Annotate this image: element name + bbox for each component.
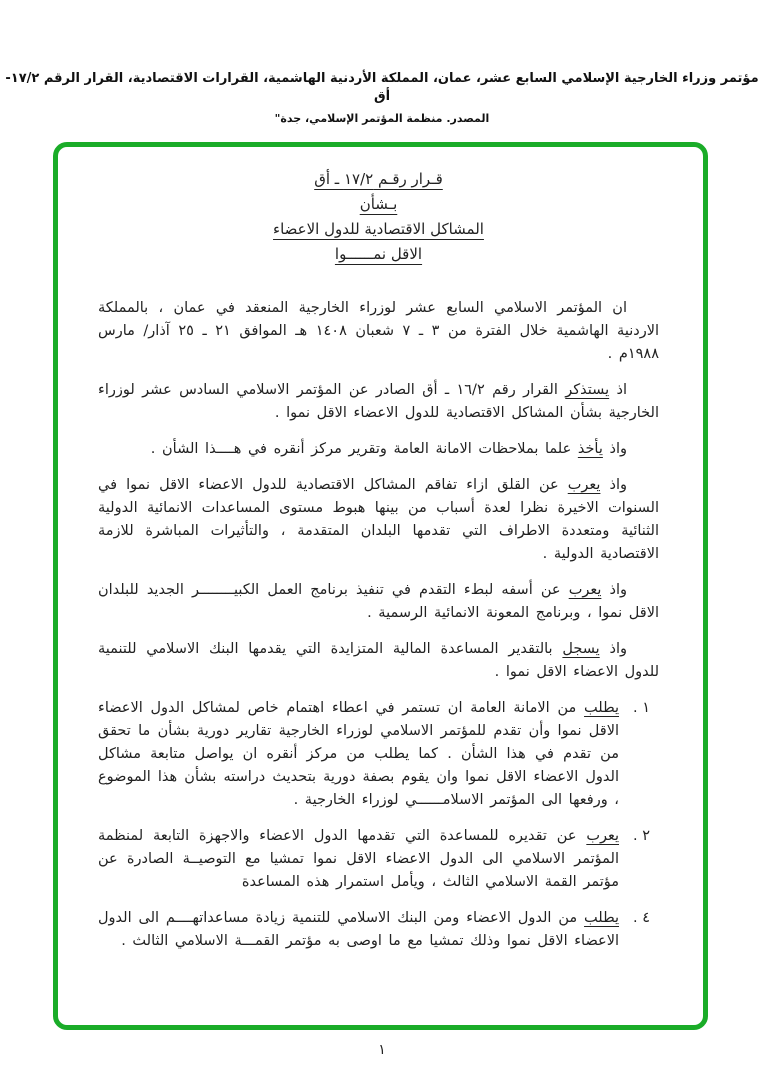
paragraph-intro: واذ [609,477,628,493]
item-number: . ٢ [633,828,651,844]
title-line-regarding: بـشأن [359,195,398,213]
green-border-frame [53,142,708,1030]
paragraph-lead: يعرب [567,477,601,493]
document-header [0,70,764,125]
paragraph-intro: واذ [609,641,628,657]
paragraph-lead: يسجل [562,641,600,657]
paragraph-intro: اذ [616,382,628,398]
preamble-paragraph [98,438,659,461]
paragraph-text: عن أسفه لبطء التقدم في تنفيذ برنامج العمل الكبيــــــــر الجديد للبلدان الاقل نموا ، وبرنامج المعونة الانمائية الرسمية . [98,582,659,621]
paragraph-text: القرار رقم ١٦/٢ ـ أق الصادر عن المؤتمر الاسلامي السادس عشر لوزراء الخارجية بشأن المشاكل الاقتصادية للدول الاعضاء الاقل نموا . [98,382,659,421]
paragraph-lead: يستذكر [565,382,610,398]
resolution-body [58,147,703,1025]
item-text [98,907,619,953]
item-number: . ١ [633,700,651,716]
paragraph-lead: يعرب [568,582,602,598]
preamble-paragraph [98,379,659,425]
header-source-line: المصدر. منظمة المؤتمر الإسلامي، جدة" [274,112,490,125]
item-text [98,825,619,894]
operative-item-1 [98,697,659,812]
preamble-paragraph [98,474,659,566]
paragraph-text: ان المؤتمر الاسلامي السابع عشر لوزراء الخارجية المنعقد في عمان ، بالمملكة الاردنية الهاشمية خلال الفترة من ٣ ـ ٧ شعبان ١٤٠٨ هـ الموافق ٢١ ـ ٢٥ آذار/ مارس ١٩٨٨م . [98,300,659,362]
item-number: . ٤ [633,910,651,926]
preamble-paragraph [98,579,659,625]
item-body: عن تقديره للمساعدة التي تقدمها الدول الاعضاء والاجهزة التابعة لمنظمة المؤتمر الاسلامي الى الدول الاعضاء الاقل نموا تمشيا مع التوصيــة الصادرة عن مؤتمر القمة الاسلامي الثالث ، ويأمل استمرار هذه المساعدة [98,828,619,890]
paragraph-lead: يأخذ [577,441,603,457]
paragraph-text: علما بملاحظات الامانة العامة وتقرير مركز أنقره في هــــذا الشأن . [150,441,572,457]
item-body: من الدول الاعضاء ومن البنك الاسلامي للتنمية زيادة مساعداتهــــم الى الدول الاعضاء الاقل نموا وذلك تمشيا مع ما اوصى به مؤتمر القمـــة الاسلامي الثالث . [98,910,619,949]
page-number: ١ [378,1042,386,1058]
paragraph-text: بالتقدير المساعدة المالية المتزايدة التي يقدمها البنك الاسلامي للتنمية للدول الاعضاء الاقل نموا . [98,641,659,680]
paragraph-intro: واذ [609,582,628,598]
preamble-paragraph [98,638,659,684]
operative-item-2 [98,825,659,894]
item-lead: يطلب [584,910,619,926]
preamble-paragraph [98,297,659,366]
header-citation-line: مؤتمر وزراء الخارجية الإسلامي السابع عشر، عمان، المملكة الأردنية الهاشمية، القرارات الاقتصادية، القرار الرقم ١٧/٢-أق [5,71,759,104]
paragraph-text: عن القلق ازاء تفاقم المشاكل الاقتصادية للدول الاعضاء الاقل نموا في السنوات الاخيرة نظرا لعدة أسباب من بينها هبوط مستوى المساعدات الانمائية الدولية الثنائية ومتعددة الاطراف التي تقدمها البلدان المتقدمة ، والتأثيرات المباشرة للازمة الاقتصادية الدولية . [98,477,659,562]
resolution-title [98,167,659,267]
operative-item-4 [98,907,659,953]
title-line-subject2: الاقل نمــــــوا [334,245,423,263]
item-lead: يطلب [584,700,619,716]
item-lead: يعرب [586,828,620,844]
title-line-subject: المشاكل الاقتصادية للدول الاعضاء [273,220,484,238]
item-text [98,697,619,812]
item-body: من الامانة العامة ان تستمر في اعطاء اهتمام خاص لمشاكل الدول الاعضاء الاقل نموا وأن تقدم للمؤتمر الاسلامي لوزراء الخارجية تقارير دورية بشأن ما تحقق من تقدم في هذا الشأن . كما يطلب من مركز أنقره ان يواصل متابعة مشاكل الدول الاعضاء الاقل نموا وان يقوم بصفة دورية بتحديث دراسته بشأن هذا الموضوع ، ورفعها الى المؤتمر الاسلامــــــي لوزراء الخارجية . [98,700,619,808]
title-line-number: قـرار رقـم ١٧/٢ ـ أق [314,170,443,188]
paragraph-intro: واذ [609,441,627,457]
